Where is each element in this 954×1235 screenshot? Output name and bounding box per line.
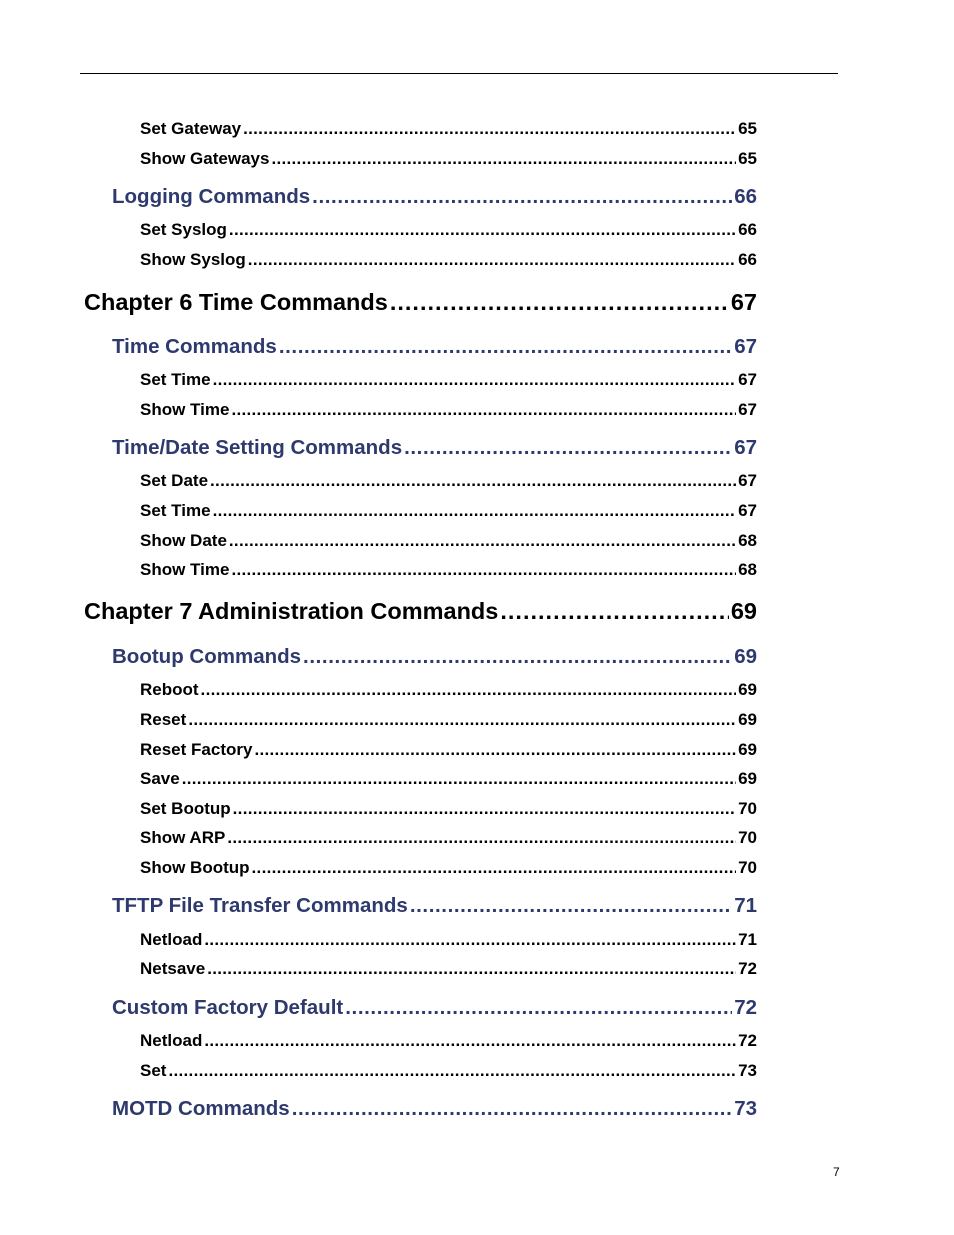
toc-section-title: Bootup Commands [112,645,302,668]
toc-leader [345,996,732,1020]
toc-entry-page: 67 [738,400,757,419]
toc-entry-page: 65 [738,149,757,168]
toc-leader [500,598,729,625]
toc-section-title: MOTD Commands [112,1097,290,1120]
toc-chapter-page: 69 [730,598,757,624]
toc-entry-page: 70 [738,858,757,877]
toc-entry-title: Reboot [140,680,199,699]
toc-section[interactable] [112,996,757,1022]
toc-entry[interactable] [140,740,757,762]
toc-leader [188,710,736,730]
toc-entry[interactable] [140,799,757,821]
toc-entry-title: Set Gateway [140,119,242,138]
toc-entry-title: Show Syslog [140,250,246,269]
toc-section-page: 73 [734,1097,757,1120]
toc-entry[interactable] [140,531,757,553]
toc-entry-title: Show Bootup [140,858,250,877]
toc-entry-page: 73 [738,1061,757,1080]
toc-entry-title: Show Date [140,531,227,550]
toc-entry-title: Netload [140,930,203,949]
toc-section-title: TFTP File Transfer Commands [112,894,408,917]
toc-chapter[interactable] [84,598,757,628]
toc-section[interactable] [112,645,757,671]
toc-section-title: Custom Factory Default [112,996,344,1019]
toc-section-page: 71 [734,894,757,917]
toc-leader [207,959,736,979]
toc-section-page: 67 [734,436,757,459]
toc-leader [204,1031,736,1051]
toc-entry-page: 67 [738,370,757,389]
toc-entry-page: 69 [738,740,757,759]
toc-entry-page: 66 [738,220,757,239]
toc-entry-title: Set Date [140,471,209,490]
toc-entry-page: 65 [738,119,757,138]
toc-entry[interactable] [140,119,757,141]
toc-entry-page: 68 [738,560,757,579]
toc-entry[interactable] [140,220,757,242]
toc-entry[interactable] [140,959,757,981]
page-number: 7 [833,1165,840,1179]
toc-chapter-title: Chapter 6 Time Commands [84,289,388,315]
toc-section[interactable] [112,894,757,920]
toc-entry-title: Show Time [140,400,230,419]
toc-leader [233,799,736,819]
toc-entry-title: Save [140,769,180,788]
toc-entry[interactable] [140,858,757,880]
toc-entry-title: Set Syslog [140,220,227,239]
toc-section-title: Time Commands [112,335,277,358]
toc-section-page: 67 [734,335,757,358]
toc-entry-page: 68 [738,531,757,550]
toc-entry-page: 69 [738,710,757,729]
toc-entry-title: Set Bootup [140,799,231,818]
toc-entry-page: 66 [738,250,757,269]
toc-section[interactable] [112,436,757,462]
toc-entry-title: Set Time [140,501,211,520]
toc-entry[interactable] [140,370,757,392]
toc-leader [312,185,732,209]
toc-entry[interactable] [140,1031,757,1053]
toc-leader [231,400,736,420]
toc-entry-title: Show ARP [140,828,226,847]
toc-entry[interactable] [140,828,757,850]
toc-leader [168,1061,736,1081]
toc-chapter-title: Chapter 7 Administration Commands [84,598,499,624]
toc-entry[interactable] [140,930,757,952]
toc-entry[interactable] [140,400,757,422]
header-rule [80,73,838,74]
toc-entry[interactable] [140,501,757,523]
toc-chapter[interactable] [84,289,757,319]
toc-leader [204,930,736,950]
toc-leader [248,250,736,270]
toc-leader [182,769,736,789]
toc-leader [279,335,732,359]
toc-leader [227,828,736,848]
toc-leader [201,680,737,700]
toc-entry-page: 67 [738,501,757,520]
toc-chapter-page: 67 [730,289,757,315]
toc-entry[interactable] [140,680,757,702]
toc-leader [410,894,732,918]
toc-leader [254,740,736,760]
toc-leader [292,1097,733,1121]
toc-section[interactable] [112,185,757,211]
toc-leader [229,531,736,551]
toc-leader [213,501,737,521]
toc-leader [210,471,736,491]
toc-entry-page: 70 [738,828,757,847]
toc-entry-page: 69 [738,680,757,699]
toc-entry[interactable] [140,769,757,791]
toc-entry-page: 70 [738,799,757,818]
toc-leader [271,149,736,169]
toc-section-page: 72 [734,996,757,1019]
toc-entry-page: 71 [738,930,757,949]
toc-leader [229,220,736,240]
toc-leader [252,858,737,878]
toc-entry-title: Show Time [140,560,230,579]
toc-entry[interactable] [140,710,757,732]
toc-entry-page: 69 [738,769,757,788]
toc-entry-title: Show Gateways [140,149,270,168]
toc-section-title: Logging Commands [112,185,311,208]
toc-section-page: 69 [734,645,757,668]
toc-leader [213,370,737,390]
toc-entry-title: Reset [140,710,187,729]
toc-entry-page: 72 [738,959,757,978]
toc-section-page: 66 [734,185,757,208]
toc-leader [404,436,732,460]
toc-entry[interactable] [140,1061,757,1083]
toc-leader [390,289,729,316]
toc-entry[interactable] [140,560,757,582]
toc-entry-page: 67 [738,471,757,490]
toc-entry-title: Netload [140,1031,203,1050]
toc-entry-title: Netsave [140,959,206,978]
toc-entry-title: Reset Factory [140,740,253,759]
toc-entry[interactable] [140,471,757,493]
toc-entry-page: 72 [738,1031,757,1050]
toc-entry[interactable] [140,149,757,171]
toc-entry[interactable] [140,250,757,272]
toc-section[interactable] [112,1097,757,1123]
toc-section-title: Time/Date Setting Commands [112,436,403,459]
toc-leader [303,645,732,669]
toc-entry-title: Set Time [140,370,211,389]
toc-leader [231,560,736,580]
toc-entry-title: Set [140,1061,167,1080]
toc-leader [243,119,736,139]
toc-section[interactable] [112,335,757,361]
